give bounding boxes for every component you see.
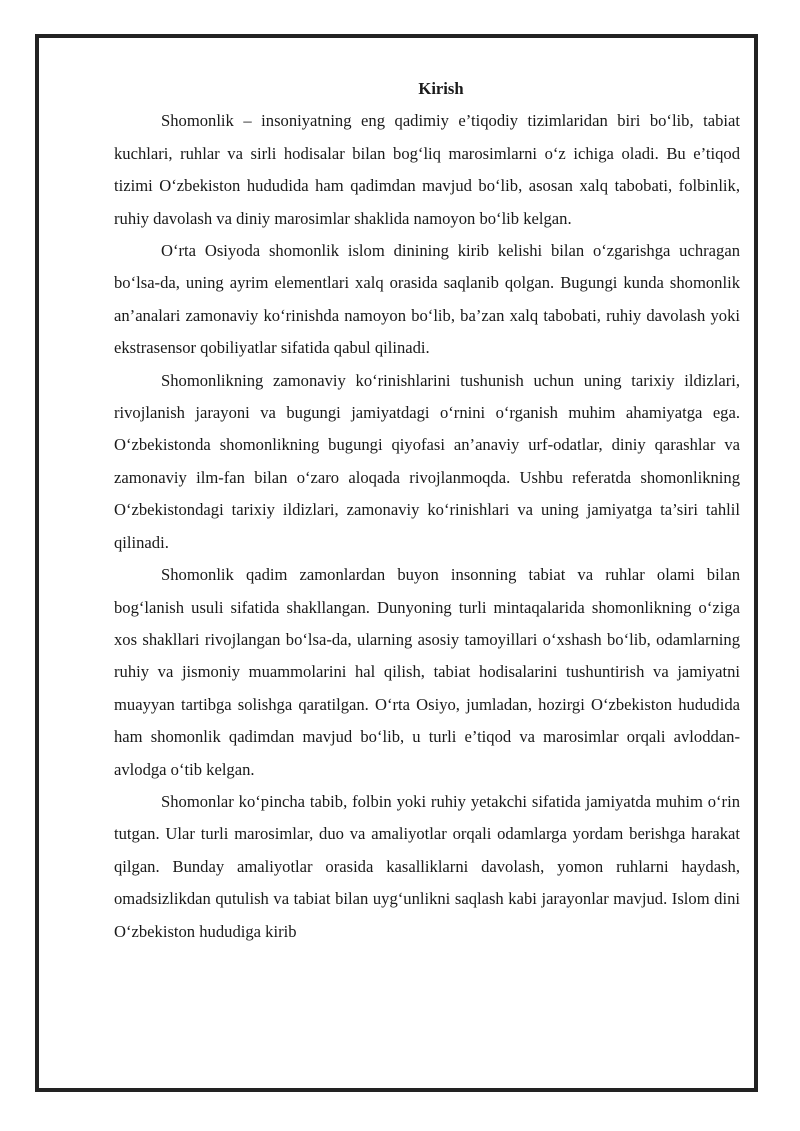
paragraph: Shomonlikning zamonaviy ko‘rinishlarini tushunish uchun uning tarixiy ildizlari, rivojlanish jarayoni va bugungi jamiyatdagi o‘rnini o‘rganish muhim ahamiyatga ega. O‘zbekistonda shomonlikning bugungi qiyofasi an’anaviy urf-odatlar, diniy qarashlar va zamonaviy ilm-fan bilan o‘zaro aloqada rivojlanmoqda. Ushbu referatda shomonlikning O‘zbekistondagi tarixiy ildizlari, zamonaviy ko‘rinishlari va uning jamiyatga ta’siri tahlil qilinadi. — [114, 370, 740, 552]
document-body — [114, 73, 740, 948]
paragraph: O‘rta Osiyoda shomonlik islom dinining kirib kelishi bilan o‘zgarishga uchragan bo‘lsa-da, uning ayrim elementlari xalq orasida saqlanib qolgan. Bugungi kunda shomonlik an’analari zamonaviy ko‘rinishda namoyon bo‘lib, ba’zan xalq tabobati, ruhiy davolash yoki ekstrasensor qobiliyatlar sifatida qabul qilinadi. — [114, 241, 740, 358]
paragraph: Shomonlik – insoniyatning eng qadimiy e’tiqodiy tizimlaridan biri bo‘lib, tabiat kuchlari, ruhlar va sirli hodisalar bilan bog‘liq marosimlarni o‘z ichiga oladi. Bu e’tiqod tizimi O‘zbekiston hududida ham qadimdan mavjud bo‘lib, asosan xalq tabobati, folbinlik, ruhiy davolash va diniy marosimlar shaklida namoyon bo‘lib kelgan. — [114, 111, 740, 228]
document-title: Kirish — [418, 79, 464, 98]
paragraph: Shomonlik qadim zamonlardan buyon insonning tabiat va ruhlar olami bilan bog‘lanish usuli sifatida shakllangan. Dunyoning turli mintaqalarida shomonlikning o‘ziga xos shakllari rivojlangan bo‘lsa-da, ularning asosiy tamoyillari o‘xshash bo‘lib, odamlarning ruhiy va jismoniy muammolarini hal qilish, tabiat hodisalarini tushuntirish va jamiyatni muayyan tartibga solishga qaratilgan. O‘rta Osiyo, jumladan, hozirgi O‘zbekiston hududida ham shomonlik qadimdan mavjud bo‘lib, u turli e’tiqod va marosimlar orqali avloddan-avlodga o‘tib kelgan. — [114, 565, 740, 779]
paragraph: Shomonlar ko‘pincha tabib, folbin yoki ruhiy yetakchi sifatida jamiyatda muhim o‘rin tutgan. Ular turli marosimlar, duo va amaliyotlar orqali odamlarga yordam berishga harakat qilgan. Bunday amaliyotlar orasida kasalliklarni davolash, yomon ruhlarni haydash, omadsizlikdan qutulish va tabiat bilan uyg‘unlikni saqlash kabi jarayonlar mavjud. Islom dini O‘zbekiston hududiga kirib — [114, 791, 740, 941]
